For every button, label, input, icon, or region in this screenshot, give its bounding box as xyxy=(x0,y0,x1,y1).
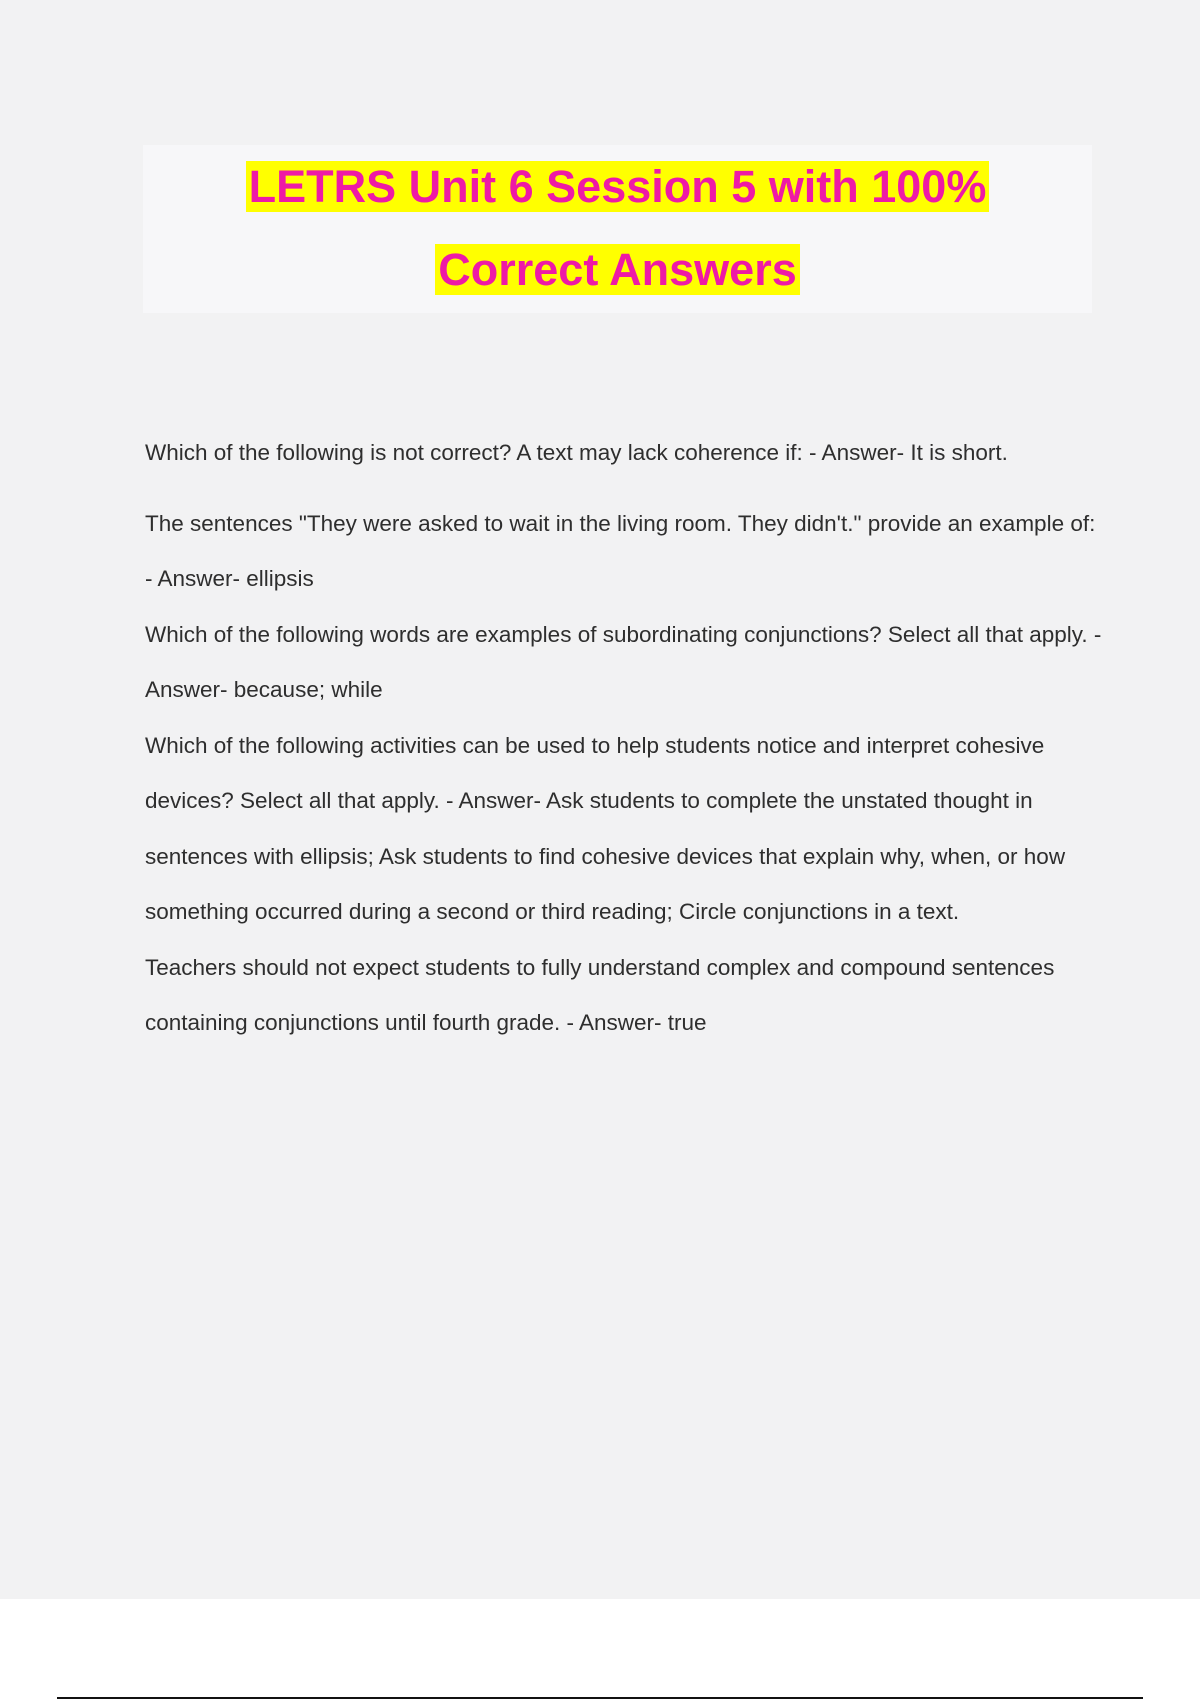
title-highlight-2: Correct Answers xyxy=(435,244,799,295)
title-highlight-1: LETRS Unit 6 Session 5 with 100% xyxy=(246,161,990,212)
qa-list xyxy=(145,425,1105,1051)
qa-item-4: Which of the following activities can be used to help students notice and interpret cohesive devices? Select all that apply. - Answer- Ask students to complete the unstated thought in sentences with ellipsis; Ask students to find cohesive devices that explain why, when, or how something occurred during a second or third reading; Circle conjunctions in a text. xyxy=(145,732,1066,924)
qa-item-2: The sentences "They were asked to wait in the living room. They didn't." provide an example of: - Answer- ellipsis xyxy=(145,510,1096,591)
page-title-line-2 xyxy=(143,228,1092,311)
qa-item-1: Which of the following is not correct? A text may lack coherence if: - Answer- It is short. xyxy=(145,440,1008,465)
title-block xyxy=(143,145,1092,313)
footer-divider xyxy=(57,1697,1143,1699)
qa-item-3: Which of the following words are examples of subordinating conjunctions? Select all that apply. - Answer- because; while xyxy=(145,621,1102,702)
page-title-line-1 xyxy=(143,145,1092,228)
qa-item-5: Teachers should not expect students to fully understand complex and compound sentences containing conjunctions until fourth grade. - Answer- true xyxy=(145,954,1055,1035)
